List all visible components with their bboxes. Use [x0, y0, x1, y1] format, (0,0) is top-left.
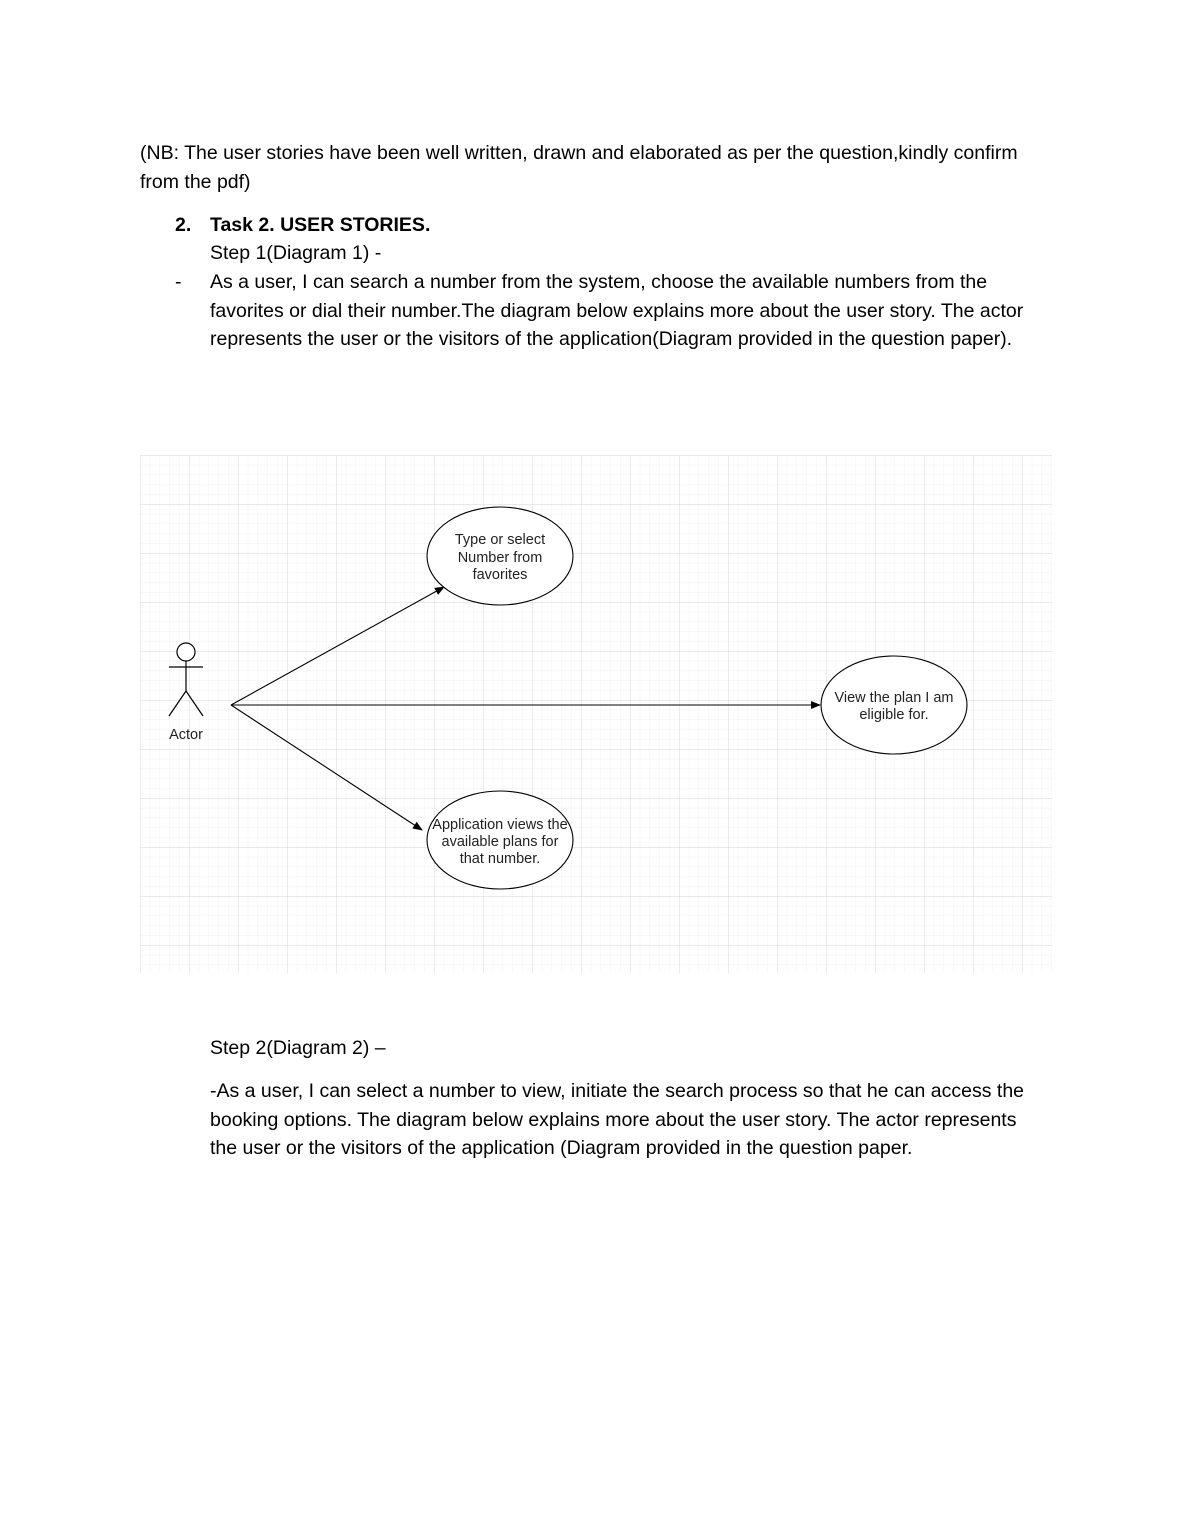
task-heading: Task 2. USER STORIES.	[210, 214, 431, 236]
use-case-right-line-1: View the plan I am	[834, 690, 954, 706]
step1-label: Step 1(Diagram 1) -	[210, 242, 382, 264]
list-number: 2.	[175, 214, 192, 236]
use-case-top	[427, 507, 573, 605]
use-case-right	[821, 656, 967, 754]
step2-label: Step 2(Diagram 2) –	[210, 1037, 386, 1059]
use-case-right-line-2: eligible for.	[859, 707, 929, 723]
user-story-1: As a user, I can search a number from the system, choose the available numbers from the favorites or dial their number.The diagram below explains more about the user story. The actor represents the user or the visitors of the application(Diagram provided in the question paper).	[210, 271, 1024, 350]
user-story-2: -As a user, I can select a number to view, initiate the search process so that he can access the booking options. The diagram below explains more about the user story. The actor represents the user or the visitors of the application (Diagram provided in the question paper.	[210, 1080, 1025, 1159]
use-case-top-line-3: favorites	[472, 567, 528, 583]
dash-bullet: -	[175, 271, 182, 293]
use-case-bottom	[427, 791, 573, 889]
use-case-top-line-1: Type or select	[454, 532, 546, 548]
nb-note: (NB: The user stories have been well written, drawn and elaborated as per the question,kindly confirm from the pdf)	[140, 142, 1018, 193]
actor-label: Actor	[169, 727, 203, 743]
use-case-diagram	[140, 455, 1052, 973]
use-case-bottom-line-3: that number.	[459, 851, 541, 867]
use-case-bottom-line-2: available plans for	[441, 834, 559, 850]
use-case-bottom-line-1: Application views the	[432, 817, 568, 833]
use-case-top-line-2: Number from	[457, 550, 543, 566]
